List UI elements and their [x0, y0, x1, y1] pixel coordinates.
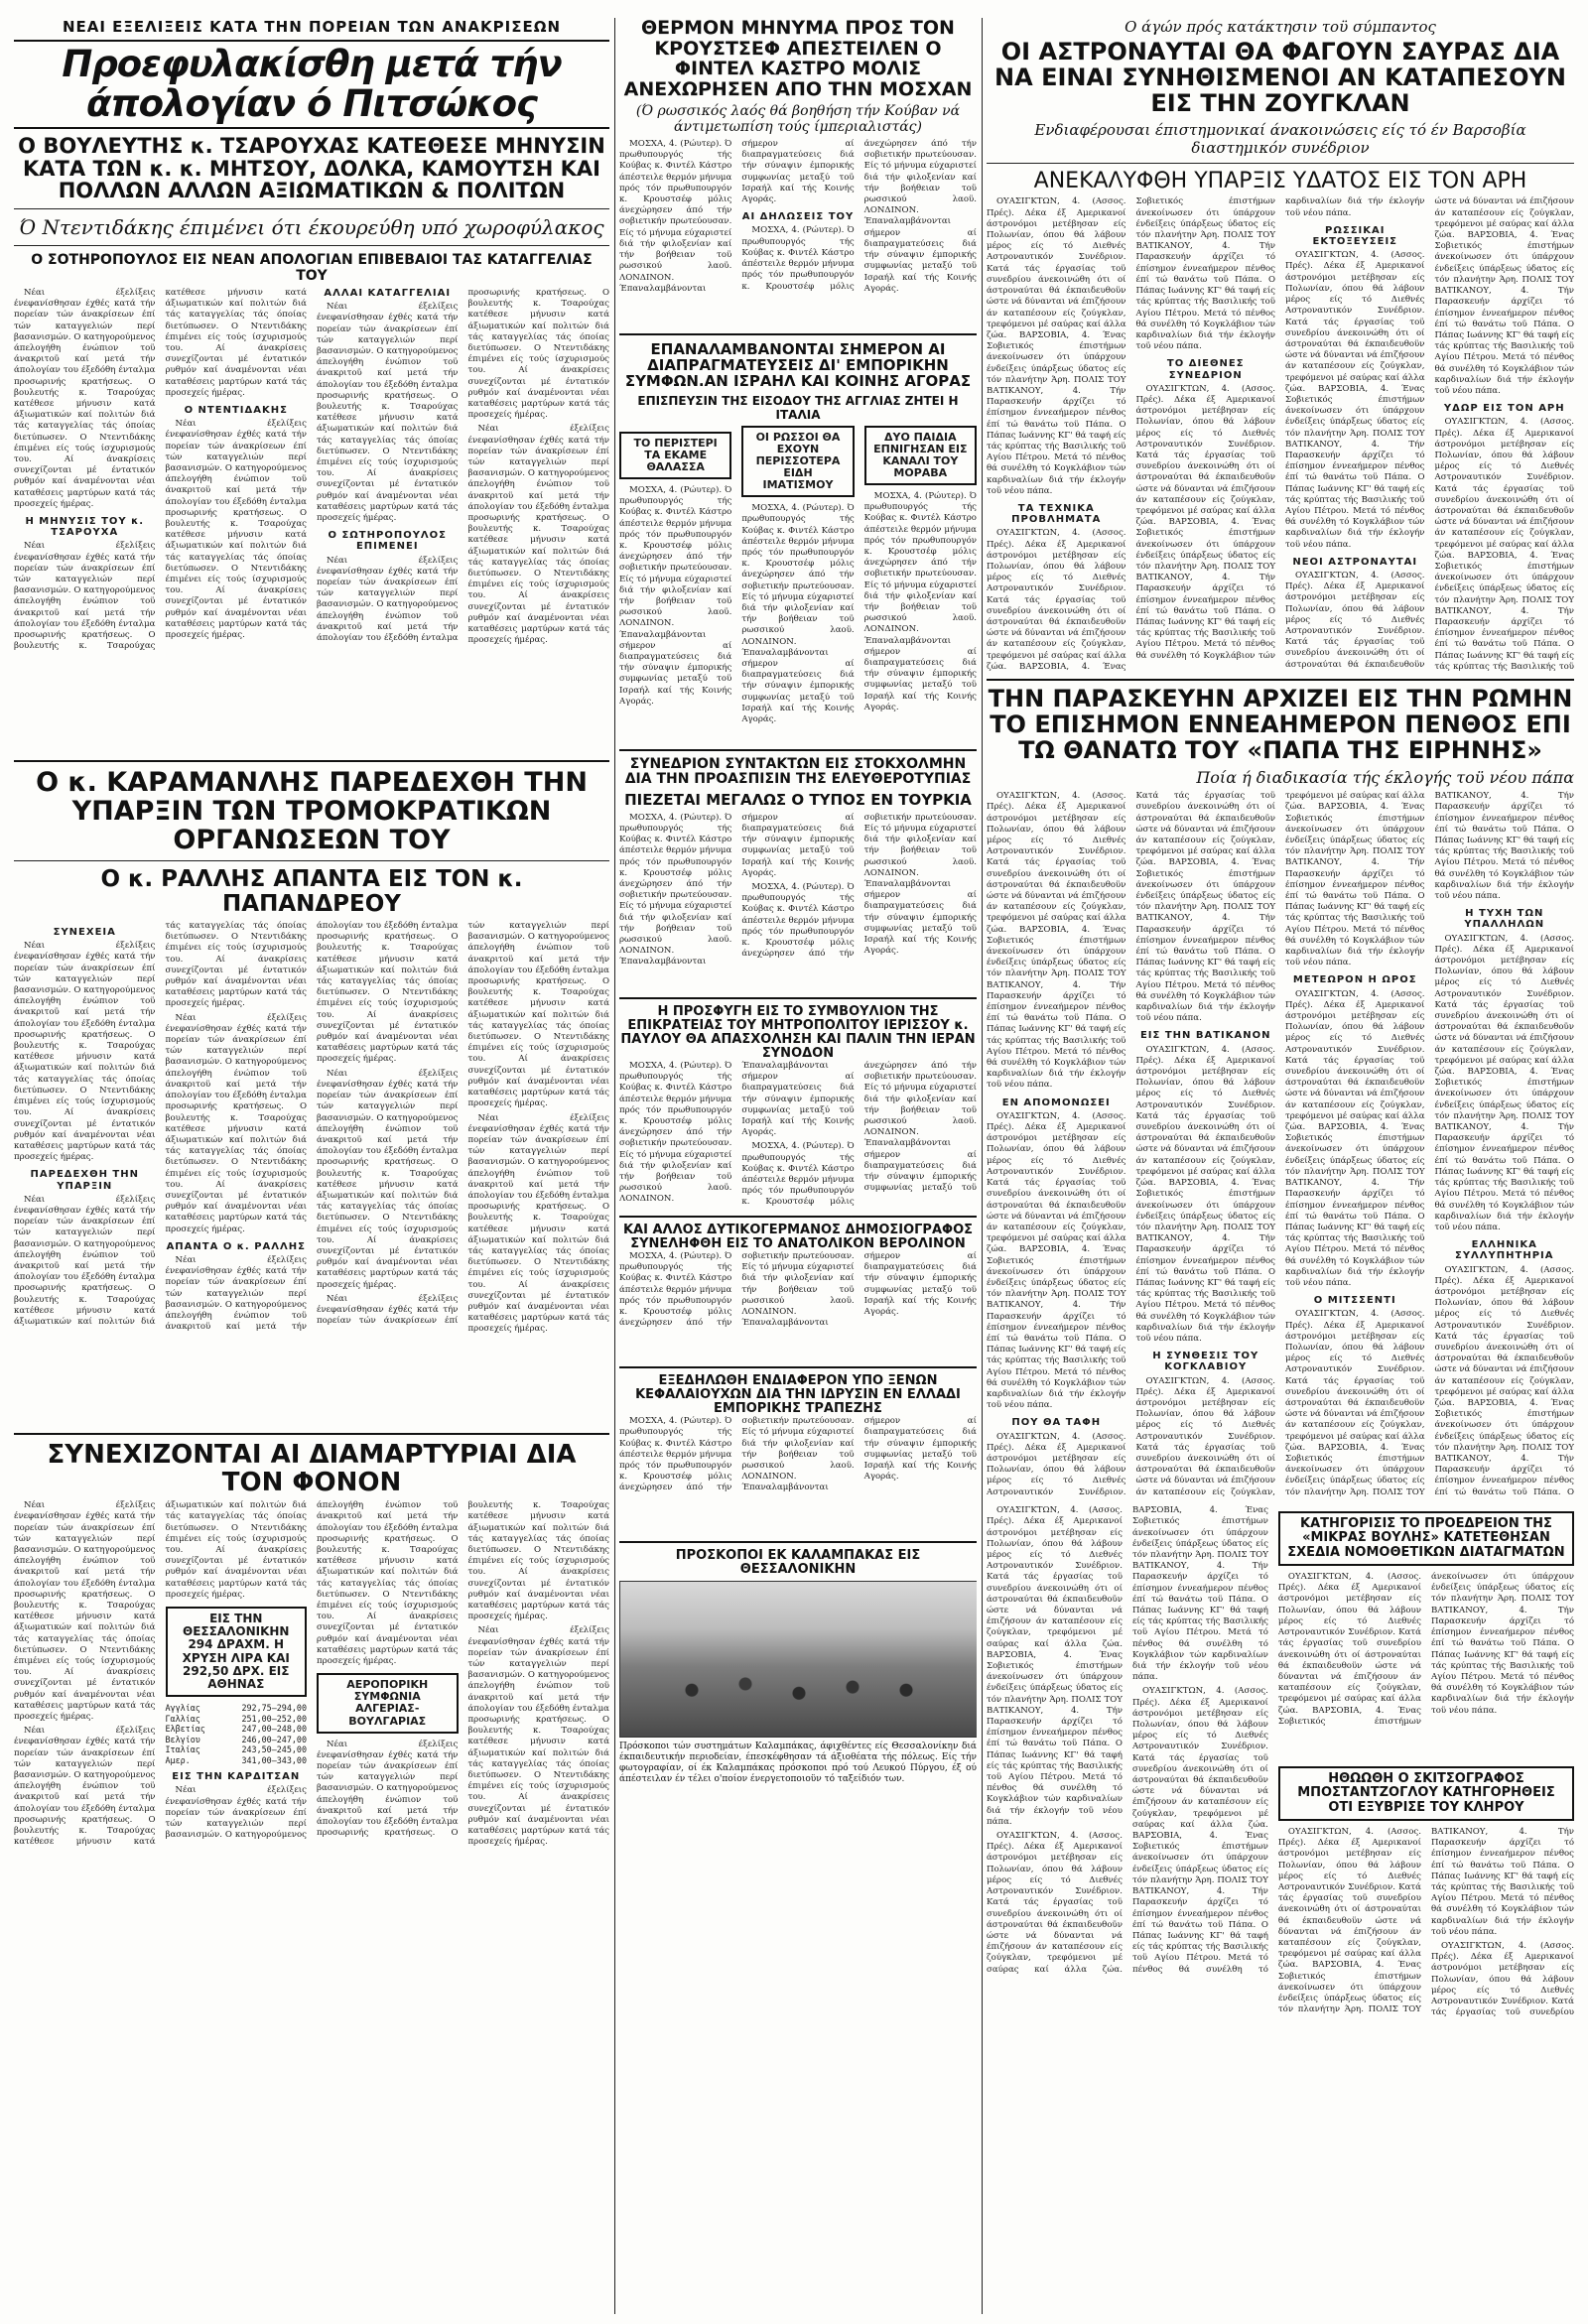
- article-body: [1278, 1827, 1574, 2025]
- paragraph: Νέαι έξελίξεις ένεφανίσθησαν έχθές κατά τήν πορείαν τών άνακρίσεων έπί τών καταγγελιών περί βασανισμών. Ο κατηγορούμενος άπελογήθη ένώπιον τοϋ άνακριτοϋ καί μετά τήν άπολογίαν του έξεδόθη ένταλμα προσωρινής κρατήσεως. Ο βουλευτής κ. Τσαρούχας κατέθεσε μήνυσιν κατά άξιωματικών καί πολιτών διά τάς καταγγελίας τάς όποίας διετύπωσεν. Ο Ντεντιδάκης έπιμένει είς τούς ίσχυρισμούς του. Αί άνακρίσεις συνεχίζονται μέ έντατικόν ρυθμόν καί άναμένονται νέαι καταθέσεις μαρτύρων κατά τάς προσεχείς ήμέρας.: [317, 1068, 459, 1290]
- paragraph: ΟΥΑΣΙΓΚΤΩΝ, 4. (Ασσος. Πρές). Δέκα έξ Αμερικανοί άστρονόμοι μετέβησαν είς Πολωνίαν, όπου θά λάβουν μέρος είς τό Διεθνές Αστροναυτικόν Συνέδριον. Κατά τάς έργασίας τοϋ συνεδρίου άνεκοινώθη ότι οί άστροναύται θά έκπαιδευθοϋν ώστε νά δύνανται νά έπιζήσουν άν καταπέσουν είς ζούγκλαν, τρεφόμενοι μέ σαύρας καί άλλα ζώα. ΒΑΡΣΟΒΙΑ, 4. Ένας Σοβιετικός έπιστήμων άνεκοίνωσεν ότι ύπάρχουν ένδείξεις ύπάρξεως ύδατος είς τόν πλανήτην Άρη. ΠΟΛΙΣ ΤΟΥ ΒΑΤΙΚΑΝΟΥ, 4. Τήν Παρασκευήν άρχίζει τό έπίσημον έννεαήμερον πένθος έπί τώ θανάτω τοϋ Πάπα. Ο Πάπας Ιωάννης ΚΓ' θά ταφή είς τάς κρύπτας τής Βασιλικής τοϋ Αγίου Πέτρου. Μετά τό πένθος θά συνέλθη τό Κογκλάβιον τών καρδιναλίων διά τήν έκλογήν τοϋ νέου πάπα.: [987, 196, 1126, 496]
- sub-headline: Ποία ή διαδικασία τής έκλογής τοϋ νέου πάπα: [1196, 768, 1574, 788]
- paragraph: ΟΥΑΣΙΓΚΤΩΝ, 4. (Ασσος. Πρές). Δέκα έξ Αμερικανοί άστρονόμοι μετέβησαν είς Πολωνίαν, όπου θά λάβουν μέρος είς τό Διεθνές Αστροναυτικόν Συνέδριον. Κατά τάς έργασίας τοϋ συνεδρίου άνεκοινώθη ότι οί άστροναύται θά έκπαιδευθοϋν ώστε νά δύνανται νά έπιζήσουν άν καταπέσουν είς ζούγκλαν, τρεφόμενοι μέ σαύρας καί άλλα ζώα. ΒΑΡΣΟΒΙΑ, 4. Ένας Σοβιετικός έπιστήμων άνεκοίνωσεν ότι ύπάρχουν ένδείξεις ύπάρξεως ύδατος είς τόν πλανήτην Άρη. ΠΟΛΙΣ ΤΟΥ ΒΑΤΙΚΑΝΟΥ, 4. Τήν Παρασκευήν άρχίζει τό έπίσημον έννεαήμερον πένθος έπί τώ θανάτω τοϋ Πάπα. Ο Πάπας Ιωάννης ΚΓ' θά ταφή είς τάς κρύπτας τής Βασιλικής τοϋ Αγίου Πέτρου. Μετά τό πένθος θά συνέλθη τό Κογκλάβιον τών καρδιναλίων διά τήν έκλογήν τοϋ νέου πάπα.: [1285, 250, 1425, 550]
- sub-headline: ΕΠΙΣΠΕΥΣΙΝ ΤΗΣ ΕΙΣΟΔΟΥ ΤΗΣ ΑΓΓΛΙΑΣ ΖΗΤΕΙ Η ΙΤΑΛΙΑ: [637, 393, 959, 422]
- section-heading: Ο ΣΩΤΗΡΟΠΟΥΛΟΣ ΕΠΙΜΕΝΕΙ: [328, 530, 448, 553]
- paragraph: ΟΥΑΣΙΓΚΤΩΝ, 4. (Ασσος. Πρές). Δέκα έξ Αμερικανοί άστρονόμοι μετέβησαν είς Πολωνίαν, όπου θά λάβουν μέρος είς τό Διεθνές Αστροναυτικόν Συνέδριον. Κατά τάς έργασίας τοϋ συνεδρίου άνεκοινώθη ότι οί άστροναύται θά έκπαιδευθοϋν ώστε νά δύνανται νά έπιζήσουν άν καταπέσουν είς ζούγκλαν, τρεφόμενοι μέ σαύρας καί άλλα ζώα. ΒΑΡΣΟΒΙΑ, 4. Ένας Σοβιετικός έπιστήμων άνεκοίνωσεν ότι ύπάρχουν ένδείξεις ύπάρξεως ύδατος είς τόν πλανήτην Άρη. ΠΟΛΙΣ ΤΟΥ ΒΑΤΙΚΑΝΟΥ, 4. Τήν Παρασκευήν άρχίζει τό έπίσημον έννεαήμερον πένθος έπί τώ θανάτω τοϋ Πάπα. Ο Πάπας Ιωάννης ΚΓ' θά ταφή είς τάς κρύπτας τής Βασιλικής τοϋ Αγίου Πέτρου. Μετά τό πένθος θά συνέλθη τό Κογκλάβιον τών καρδιναλίων διά τήν έκλογήν τοϋ νέου πάπα.: [987, 791, 1275, 1497]
- box-headline: ΤΟ ΠΕΡΙΣΤΕΡΙ ΤΑ ΕΚΑΜΕ ΘΑΛΑΣΣΑ: [633, 436, 718, 473]
- paragraph: ΟΥΑΣΙΓΚΤΩΝ, 4. (Ασσος. Πρές). Δέκα έξ Αμερικανοί άστρονόμοι μετέβησαν είς Πολωνίαν, όπου θά λάβουν μέρος είς τό Διεθνές Αστροναυτικόν Συνέδριον. Κατά τάς έργασίας τοϋ συνεδρίου: [1430, 1941, 1574, 2018]
- rate-row: Ιταλίας 243,50—245,00: [165, 1744, 307, 1755]
- section-heading: ΣΥΝΕΧΕΙΑ: [53, 927, 116, 939]
- headline: ΑΝΕΚΑΛΥΦΘΗ ΥΠΑΡΞΙΣ ΥΔΑΤΟΣ ΕΙΣ ΤΟΝ ΑΡΗ: [1033, 168, 1527, 194]
- headline: Η ΠΡΟΣΦΥΓΗ ΕΙΣ ΤΟ ΣΥΜΒΟΥΛΙΟΝ ΤΗΣ ΕΠΙΚΡΑΤΕΙΑΣ ΤΟΥ ΜΗΤΡΟΠΟΛΙΤΟΥ ΙΕΡΙΣΣΟΥ κ. ΠΑΥΛΟΥ ΘΑ ΑΠΑΣΧΟΛΗΣΗ ΚΑΙ ΠΑΛΙΝ ΤΗΝ ΙΕΡΑΝ ΣΥΝΟΔΟΝ: [620, 1003, 976, 1061]
- section-heading: ΝΕΟΙ ΑΣΤΡΟΝΑΥΤΑΙ: [1292, 556, 1418, 568]
- section-heading: ΠΟΥ ΘΑ ΤΑΦΗ: [1011, 1417, 1102, 1429]
- column-rule: [982, 18, 983, 2314]
- story-box: [741, 426, 854, 497]
- article-body: [14, 1500, 609, 1937]
- section-heading: Ο ΝΤΕΝΤΙΔΑΚΗΣ: [184, 404, 288, 416]
- paragraph: Νέαι έξελίξεις ένεφανίσθησαν έχθές κατά τήν πορείαν τών άνακρίσεων έπί τών καταγγελιών περί βασανισμών. Ο κατηγορούμενος άπελογήθη ένώπιον τοϋ άνακριτοϋ καί μετά τήν άπολογίαν του έξεδόθη ένταλμα προσωρινής κρατήσεως. Ο βουλευτής κ. Τσαρούχας κατέθεσε μήνυσιν κατά άξιωματικών καί πολιτών διά τάς καταγγελίας τάς όποίας διετύπωσεν. Ο Ντεντιδάκης έπιμένει είς τούς ίσχυρισμούς του. Αί άνακρίσεις συνεχίζονται μέ έντατικόν ρυθμόν καί άναμένονται νέαι καταθέσεις μαρτύρων κατά τάς προσεχείς ήμέρας.: [317, 1500, 609, 1839]
- paragraph: Νέαι έξελίξεις ένεφανίσθησαν έχθές κατά τήν πορείαν τών άνακρίσεων έπί τών καταγγελιών περί βασανισμών. Ο κατηγορούμενος άπελογήθη ένώπιον τοϋ άνακριτοϋ καί μετά τήν άπολογίαν του έξεδόθη ένταλμα προσωρινής κρατήσεως. Ο βουλευτής κ. Τσαρούχας κατέθεσε μήνυσιν κατά άξιωματικών καί πολιτών διά τάς καταγγελίας τάς όποίας διετύπωσεν. Ο Ντεντιδάκης έπιμένει είς τούς ίσχυρισμούς του. Αί άνακρίσεις συνεχίζονται μέ έντατικόν ρυθμόν καί άναμένονται νέαι καταθέσεις μαρτύρων κατά τάς προσεχείς ήμέρας.: [165, 419, 307, 641]
- paragraph: ΟΥΑΣΙΓΚΤΩΝ, 4. (Ασσος. Πρές). Δέκα έξ Αμερικανοί άστρονόμοι μετέβησαν είς Πολωνίαν, όπου θά λάβουν μέρος είς τό Διεθνές Αστροναυτικόν Συνέδριον. Κατά τάς έργασίας τοϋ συνεδρίου άνεκοινώθη ότι οί άστροναύται θά έκπαιδευθοϋν ώστε νά δύνανται νά έπιζήσουν άν καταπέσουν είς ζούγκλαν, τρεφόμενοι μέ σαύρας καί άλλα ζώα. ΒΑΡΣΟΒΙΑ, 4. Ένας Σοβιετικός έπιστήμων άνεκοίνωσεν ότι ύπάρχουν ένδείξεις ύπάρξεως ύδατος είς τόν πλανήτην Άρη. ΠΟΛΙΣ ΤΟΥ ΒΑΤΙΚΑΝΟΥ, 4. Τήν Παρασκευήν άρχίζει τό έπίσημον έννεαήμερον πένθος έπί τώ θανάτω τοϋ Πάπα. Ο Πάπας Ιωάννης ΚΓ' θά ταφή είς τάς κρύπτας τής Βασιλικής τοϋ Αγίου Πέτρου. Μετά τό πένθος θά συνέλθη τό Κογκλάβιον τών καρδιναλίων διά τήν έκλογήν τοϋ νέου πάπα.: [1285, 196, 1574, 670]
- column-right: [987, 18, 1574, 2314]
- paragraph: ΟΥΑΣΙΓΚΤΩΝ, 4. (Ασσος. Πρές). Δέκα έξ Αμερικανοί άστρονόμοι μετέβησαν είς Πολωνίαν, όπου θά λάβουν μέρος είς τό Διεθνές Αστροναυτικόν Συνέδριον. Κατά τάς έργασίας τοϋ συνεδρίου άνεκοινώθη ότι οί άστροναύται θά έκπαιδευθοϋν ώστε νά δύνανται νά έπιζήσουν άν καταπέσουν είς ζούγκλαν, τρεφόμενοι μέ σαύρας καί άλλα ζώα. ΒΑΡΣΟΒΙΑ, 4. Ένας Σοβιετικός έπιστήμων άνεκοίνωσεν ότι ύπάρχουν ένδείξεις ύπάρξεως ύδατος είς τόν πλανήτην Άρη. ΠΟΛΙΣ ΤΟΥ ΒΑΤΙΚΑΝΟΥ, 4. Τήν Παρασκευήν άρχίζει τό έπίσημον έννεαήμερον πένθος έπί τώ θανάτω τοϋ Πάπα. Ο Πάπας Ιωάννης ΚΓ' θά ταφή είς τάς κρύπτας τής Βασιλικής τοϋ Αγίου Πέτρου. Μετά τό πένθος θά συνέλθη τό: [1131, 1686, 1268, 1975]
- headline: ΣΥΝΕΧΙΖΟΝΤΑΙ ΑΙ ΔΙΑΜΑΡΤΥΡΙΑΙ ΔΙΑ ΤΟΝ ΦΟΝΟΝ: [47, 1440, 577, 1498]
- story-box: [619, 432, 731, 479]
- headline: Ο κ. ΡΑΛΛΗΣ ΑΠΑΝΤΑ ΕΙΣ ΤΟΝ κ. ΠΑΠΑΝΔΡΕΟΥ: [100, 866, 523, 918]
- headline: ΕΞΕΔΗΛΩΘΗ ΕΝΔΙΑΦΕΡΟΝ ΥΠΟ ΞΕΝΩΝ ΚΕΦΑΛΑΙΟΥΧΩΝ ΔΙΑ ΤΗΝ ΙΔΡΥΣΙΝ ΕΝ ΕΛΛΑΔΙ ΕΜΠΟΡΙΚΗΣ ΤΡΑΠΕΖΗΣ: [635, 1373, 961, 1417]
- paragraph: ΟΥΑΣΙΓΚΤΩΝ, 4. (Ασσος. Πρές). Δέκα έξ Αμερικανοί άστρονόμοι μετέβησαν είς Πολωνίαν, όπου θά λάβουν μέρος είς τό Διεθνές Αστροναυτικόν Συνέδριον. Κατά τάς έργασίας τοϋ συνεδρίου άνεκοινώθη ότι οί άστροναύται θά έκπαιδευθοϋν ώστε νά δύνανται νά έπιζήσουν άν καταπέσουν είς ζούγκλαν, τρεφόμενοι μέ σαύρας καί άλλα ζώα. ΒΑΡΣΟΒΙΑ, 4. Ένας Σοβιετικός έπιστήμων άνεκοίνωσεν ότι ύπάρχουν ένδείξεις ύπάρξεως ύδατος είς τόν πλανήτην Άρη. ΠΟΛΙΣ ΤΟΥ ΒΑΤΙΚΑΝΟΥ, 4. Τήν Παρασκευήν άρχίζει τό έπίσημον έννεαήμερον πένθος έπί τώ θανάτω τοϋ Πάπα. Ο Πάπας Ιωάννης ΚΓ' θά ταφή είς τάς κρύπτας τής Βασιλικής τοϋ Αγίου Πέτρου. Μετά τό πένθος θά συνέλθη τό Κογκλάβιον τών καρδιναλίων διά τήν έκλογήν τοϋ νέου πάπα.: [987, 1505, 1123, 1827]
- paragraph: ΟΥΑΣΙΓΚΤΩΝ, 4. (Ασσος. Πρές). Δέκα έξ Αμερικανοί άστρονόμοι μετέβησαν είς Πολωνίαν, όπου θά λάβουν μέρος είς τό Διεθνές Αστροναυτικόν Συνέδριον. Κατά τάς έργασίας τοϋ συνεδρίου άνεκοινώθη ότι οί άστροναύται θά έκπαιδευθοϋν ώστε νά δύνανται νά έπιζήσουν άν καταπέσουν είς ζούγκλαν, τρεφόμενοι μέ σαύρας καί άλλα ζώα. ΒΑΡΣΟΒΙΑ, 4. Ένας Σοβιετικός έπιστήμων άνεκοίνωσεν ότι ύπάρχουν ένδείξεις ύπάρξεως ύδατος είς τόν πλανήτην Άρη. ΠΟΛΙΣ ΤΟΥ ΒΑΤΙΚΑΝΟΥ, 4. Τήν Παρασκευήν άρχίζει τό έπίσημον έννεαήμερον πένθος έπί τώ θανάτω τοϋ Πάπα. Ο Πάπας Ιωάννης ΚΓ' θά ταφή είς τάς κρύπτας τής Βασιλικής τοϋ Αγίου Πέτρου. Μετά τό πένθος θά συνέλθη τό Κογκλάβιον τών καρδιναλίων διά τήν έκλογήν τοϋ νέου πάπα.: [1434, 933, 1574, 1232]
- box-headline: ΔΥΟ ΠΑΙΔΙΑ ΕΠΝΙΓΗΣΑΝ ΕΙΣ ΚΑΝΑΛΙ ΤΟΥ ΜΟΡΑΒΑ: [873, 430, 968, 479]
- headline: ΕΠΑΝΑΛΑΜΒΑΝΟΝΤΑΙ ΣΗΜΕΡΟΝ ΑΙ ΔΙΑΠΡΑΓΜΑΤΕΥΣΕΙΣ ΔΙ' ΕΜΠΟΡΙΚΗΝ ΣΥΜΦΩΝ.ΑΝ ΙΣΡΑΗΛ ΚΑΙ ΚΟΙΝΗΣ ΑΓΟΡΑΣ: [624, 340, 972, 391]
- paragraph: ΟΥΑΣΙΓΚΤΩΝ, 4. (Ασσος. Πρές). Δέκα έξ Αμερικανοί άστρονόμοι μετέβησαν είς Πολωνίαν, όπου θά λάβουν μέρος είς τό Διεθνές Αστροναυτικόν Συνέδριον. Κατά τάς έργασίας τοϋ συνεδρίου άνεκοινώθη ότι οί άστροναύται θά έκπαιδευθοϋν ώστε νά δύνανται νά έπιζήσουν άν καταπέσουν είς ζούγκλαν, τρεφόμενοι μέ σαύρας καί άλλα ζώα. ΒΑΡΣΟΒΙΑ, 4. Ένας Σοβιετικός έπιστήμων άνεκοίνωσεν ότι ύπάρχουν ένδείξεις ύπάρξεως ύδατος είς τόν πλανήτην Άρη. ΠΟΛΙΣ ΤΟΥ ΒΑΤΙΚΑΝΟΥ, 4. Τήν Παρασκευήν άρχίζει τό έπίσημον έννεαήμερον πένθος έπί τώ θανάτω τοϋ Πάπα. Ο Πάπας Ιωάννης ΚΓ' θά ταφή είς τάς κρύπτας τής Βασιλικής τοϋ Αγίου Πέτρου. Μετά τό πένθος θά συνέλθη τό Κογκλάβιον τών καρδιναλίων διά τήν έκλογήν τοϋ νέου πάπα.: [987, 1505, 1268, 1975]
- headline: ΘΕΡΜΟΝ ΜΗΝΥΜΑ ΠΡΟΣ ΤΟΝ ΚΡΟΥΣΤΣΕΦ ΑΠΕΣΤΕΙΛΕΝ Ο ΦΙΝΤΕΛ ΚΑΣΤΡΟ ΜΟΛΙΣ ΑΝΕΧΩΡΗΣΕΝ ΑΠΟ ΤΗΝ ΜΟΣΧΑΝ: [623, 18, 973, 100]
- paragraph: ΜΟΣΧΑ, 4. (Ρώυτερ). Ό πρωθυπουργός τής Κούβας κ. Φιντέλ Κάστρο άπέστειλε θερμόν μήνυμα πρός τόν πρωθυπουργόν κ. Κρουστσέφ μόλις άνεχώρησεν άπό τήν σοβιετικήν πρωτεύουσαν. Είς τό μήνυμα εύχαριστεί διά τήν φιλοξενίαν καί τήν βοήθειαν τοϋ ρωσσικού λαοϋ. ΛΟΝΔΙΝΟΝ. Έπαναλαμβάνονται σήμερον αί διαπραγματεύσεις διά τήν σύναψιν έμπορικής συμφωνίας μεταξύ τοϋ Ισραήλ καί τής Κοινής Αγοράς.: [619, 812, 855, 968]
- column-middle: [619, 18, 977, 2314]
- section-heading: ΑΙ ΔΗΛΩΣΕΙΣ ΤΟΥ: [741, 211, 855, 223]
- paragraph: Νέαι έξελίξεις ένεφανίσθησαν έχθές κατά τήν πορείαν τών άνακρίσεων έπί τών καταγγελιών περί βασανισμών. Ο κατηγορούμενος άπελογήθη ένώπιον τοϋ άνακριτοϋ καί μετά τήν άπολογίαν του έξεδόθη ένταλμα προσωρινής κρατήσεως. Ο βουλευτής κ. Τσαρούχας κατέθεσε μήνυσιν κατά άξιωματικών καί πολιτών διά τάς καταγγελίας τάς όποίας διετύπωσεν. Ο Ντεντιδάκης έπιμένει είς τούς ίσχυρισμούς του. Αί άνακρίσεις συνεχίζονται μέ έντατικόν ρυθμόν καί άναμένονται νέαι καταθέσεις μαρτύρων κατά τάς προσεχείς ήμέρας.: [317, 921, 609, 1327]
- paragraph: Νέαι έξελίξεις ένεφανίσθησαν έχθές κατά τήν πορείαν τών άνακρίσεων έπί τών καταγγελιών περί βασανισμών. Ο κατηγορούμενος άπελογήθη ένώπιον τοϋ άνακριτοϋ καί μετά τήν άπολογίαν του έξεδόθη ένταλμα προσωρινής κρατήσεως. Ο βουλευτής κ. Τσαρούχας κατέθεσε μήνυσιν κατά άξιωματικών καί πολιτών διά τάς καταγγελίας τάς όποίας διετύπωσεν. Ο Ντεντιδάκης έπιμένει είς τούς ίσχυρισμούς του. Αί άνακρίσεις συνεχίζονται μέ έντατικόν ρυθμόν καί άναμένονται νέαι καταθέσεις μαρτύρων κατά τάς προσεχείς ήμέρας.: [165, 1012, 307, 1234]
- section-heading: Η ΜΗΝΥΣΙΣ ΤΟΥ κ. ΤΣΑΡΟΥΧΑ: [25, 515, 145, 539]
- section-heading: ΡΩΣΣΙΚΑΙ ΕΚΤΟΞΕΥΣΕΙΣ: [1312, 224, 1397, 248]
- paragraph: Νέαι έξελίξεις ένεφανίσθησαν έχθές κατά τήν πορείαν τών άνακρίσεων έπί τών καταγγελιών περί βασανισμών. Ο κατηγορούμενος άπελογήθη ένώπιον τοϋ άνακριτοϋ καί μετά τήν άπολογίαν του έξεδόθη ένταλμα προσωρινής κρατήσεως. Ο βουλευτής κ. Τσαρούχας κατέθεσε μήνυσιν κατά άξιωματικών καί πολιτών διά τάς καταγγελίας τάς όποίας διετύπωσεν. Ο Ντεντιδάκης έπιμένει είς τούς ίσχυρισμούς του. Αί άνακρίσεις συνεχίζονται μέ έντατικόν ρυθμόν καί άναμένονται νέαι καταθέσεις μαρτύρων κατά τάς προσεχείς ήμέρας.: [317, 302, 459, 523]
- paragraph: ΟΥΑΣΙΓΚΤΩΝ, 4. (Ασσος. Πρές). Δέκα έξ Αμερικανοί άστρονόμοι μετέβησαν είς Πολωνίαν, όπου θά λάβουν μέρος είς τό Διεθνές Αστροναυτικόν Συνέδριον. Κατά τάς έργασίας τοϋ συνεδρίου άνεκοινώθη ότι οί άστροναύται θά έκπαιδευθοϋν ώστε νά δύνανται νά έπιζήσουν άν καταπέσουν είς ζούγκλαν, τρεφόμενοι μέ σαύρας καί άλλα ζώα. ΒΑΡΣΟΒΙΑ, 4. Ένας Σοβιετικός έπιστήμων άνεκοίνωσεν ότι ύπάρχουν ένδείξεις ύπάρξεως ύδατος είς τόν πλανήτην Άρη. ΠΟΛΙΣ ΤΟΥ ΒΑΤΙΚΑΝΟΥ, 4. Τήν Παρασκευήν άρχίζει τό έπίσημον έννεαήμερον πένθος έπί τώ θανάτω τοϋ Πάπα. Ο Πάπας Ιωάννης ΚΓ' θά ταφή είς τάς κρύπτας τής Βασιλικής τοϋ Αγίου Πέτρου. Μετά τό πένθος θά συνέλθη τό Κογκλάβιον τών καρδιναλίων διά τήν έκλογήν τοϋ νέου πάπα.: [1285, 791, 1574, 1497]
- rate-row: Αγγλίας 292,75—294,00: [165, 1703, 307, 1714]
- section-heading: ΜΕΤΕΩΡΟΝ Η ΩΡΟΣ: [1292, 974, 1417, 986]
- paragraph: ΟΥΑΣΙΓΚΤΩΝ, 4. (Ασσος. Πρές). Δέκα έξ Αμερικανοί άστρονόμοι μετέβησαν είς Πολωνίαν, όπου θά λάβουν μέρος είς τό Διεθνές Αστροναυτικόν Συνέδριον. Κατά τάς έργασίας τοϋ συνεδρίου άνεκοινώθη ότι οί άστροναύται θά έκπαιδευθοϋν ώστε νά δύνανται νά έπιζήσουν άν καταπέσουν είς ζούγκλαν, τρεφόμενοι μέ σαύρας καί άλλα ζώα. ΒΑΡΣΟΒΙΑ, 4. Ένας Σοβιετικός έπιστήμων άνεκοίνωσεν ότι ύπάρχουν ένδείξεις ύπάρξεως ύδατος είς τόν πλανήτην Άρη. ΠΟΛΙΣ ΤΟΥ ΒΑΤΙΚΑΝΟΥ, 4. Τήν Παρασκευήν άρχίζει τό έπίσημον έννεαήμερον πένθος έπί τώ θανάτω τοϋ Πάπα. Ο Πάπας Ιωάννης ΚΓ' θά ταφή είς τάς κρύπτας τής Βασιλικής τοϋ Αγίου Πέτρου. Μετά τό πένθος θά συνέλθη τό Κογκλάβιον τών καρδιναλίων διά τήν έκλογήν τοϋ νέου πάπα.: [1135, 196, 1425, 661]
- paragraph: ΟΥΑΣΙΓΚΤΩΝ, 4. (Ασσος. Πρές). Δέκα έξ Αμερικανοί άστρονόμοι μετέβησαν είς Πολωνίαν, όπου θά λάβουν μέρος είς τό Διεθνές Αστροναυτικόν Συνέδριον. Κατά τάς έργασίας τοϋ συνεδρίου άνεκοινώθη ότι οί άστροναύται θά έκπαιδευθοϋν ώστε νά δύνανται νά έπιζήσουν άν καταπέσουν είς ζούγκλαν, τρεφόμενοι μέ σαύρας καί άλλα ζώα. ΒΑΡΣΟΒΙΑ, 4. Ένας Σοβιετικός έπιστήμων άνεκοίνωσεν ότι ύπάρχουν ένδείξεις ύπάρξεως ύδατος είς τόν πλανήτην Άρη. ΠΟΛΙΣ ΤΟΥ ΒΑΤΙΚΑΝΟΥ, 4. Τήν Παρασκευήν άρχίζει τό έπίσημον έννεαήμερον πένθος έπί τώ θανάτω τοϋ Πάπα. Ο Πάπας Ιωάννης ΚΓ' θά ταφή είς τάς κρύπτας τής Βασιλικής τοϋ Αγίου Πέτρου. Μετά τό πένθος θά συνέλθη τό Κογκλάβιον τών καρδιναλίων διά τήν έκλογήν τοϋ νέου πάπα.: [987, 1110, 1126, 1411]
- paragraph: ΜΟΣΧΑ, 4. (Ρώυτερ). Ό πρωθυπουργός τής Κούβας κ. Φιντέλ Κάστρο άπέστειλε θερμόν μήνυμα πρός τόν πρωθυπουργόν κ. Κρουστσέφ μόλις άνεχώρησεν άπό τήν σοβιετικήν πρωτεύουσαν. Είς τό μήνυμα εύχαριστεί διά τήν φιλοξενίαν καί τήν βοήθειαν τοϋ ρωσσικού λαοϋ. ΛΟΝΔΙΝΟΝ. Έπαναλαμβάνονται σήμερον αί διαπραγματεύσεις διά τήν σύναψιν έμπορικής συμφωνίας μεταξύ τοϋ Ισραήλ καί τής Κοινής Αγοράς.: [619, 484, 732, 707]
- headline-bar: Ο ΒΟΥΛΕΥΤΗΣ κ. ΤΣΑΡΟΥΧΑΣ ΚΑΤΕΘΕΣΕ ΜΗΝΥΣΙΝ ΚΑΤΑ ΤΩΝ κ. κ. ΜΗΤΣΟΥ, ΔΟΛΚΑ, ΚΑΜΟΥΤΣΗ ΚΑΙ ΠΟΛΛΩΝ ΑΛΛΩΝ ΑΞΙΩΜΑΤΙΚΩΝ & ΠΟΛΙΤΩΝ: [18, 133, 605, 203]
- section-heading: Η ΣΥΝΘΕΣΙΣ ΤΟΥ ΚΟΓΚΛΑΒΙΟΥ: [1152, 1351, 1259, 1373]
- article-body: [987, 1505, 1268, 1982]
- headline: Ο κ. ΚΑΡΑΜΑΝΛΗΣ ΠΑΡΕΔΕΧΘΗ ΤΗΝ ΥΠΑΡΞΙΝ ΤΩΝ ΤΡΟΜΟΚΡΑΤΙΚΩΝ ΟΡΓΑΝΩΣΕΩΝ ΤΟΥ: [36, 766, 588, 856]
- rate-row: Ελβετίας 247,00—248,00: [165, 1724, 307, 1735]
- box-headline: ΕΙΣ ΤΗΝ ΘΕΣΣΑΛΟΝΙΚΗΝ 294 ΔΡΑΧΜ. Η ΧΡΥΣΗ ΛΙΡΑ ΚΑΙ 292,50 ΔΡΧ. ΕΙΣ ΑΘΗΝΑΣ: [182, 1612, 290, 1691]
- article-body: [14, 288, 609, 754]
- sub-headline: Ενδιαφέρουσαι έπιστημονικαί άνακοινώσεις είς τό έν Βαρσοβία διαστημικόν συνέδριον: [1034, 120, 1526, 157]
- paragraph: ΜΟΣΧΑ, 4. (Ρώυτερ). Ό πρωθυπουργός τής Κούβας κ. Φιντέλ Κάστρο άπέστειλε θερμόν μήνυμα πρός τόν πρωθυπουργόν κ. Κρουστσέφ μόλις άνεχώρησεν άπό τήν σοβιετικήν πρωτεύουσαν. Είς τό μήνυμα εύχαριστεί διά τήν φιλοξενίαν καί τήν βοήθειαν τοϋ ρωσσικού λαοϋ. ΛΟΝΔΙΝΟΝ. Έπαναλαμβάνονται σήμερον αί διαπραγματεύσεις διά τήν σύναψιν έμπορικής συμφωνίας μεταξύ τοϋ Ισραήλ καί τής Κοινής Αγοράς.: [619, 1060, 855, 1205]
- headline: ΣΥΝΕΔΡΙΟΝ ΣΥΝΤΑΚΤΩΝ ΕΙΣ ΣΤΟΚΧΟΛΜΗΝ ΔΙΑ ΤΗΝ ΠΡΟΑΣΠΙΣΙΝ ΤΗΣ ΕΛΕΥΘΕΡΟΤΥΠΙΑΣ: [624, 755, 972, 787]
- story-box: [864, 426, 977, 485]
- story-box: [1278, 1511, 1574, 1566]
- paragraph: ΜΟΣΧΑ, 4. (Ρώυτερ). Ό πρωθυπουργός τής Κούβας κ. Φιντέλ Κάστρο άπέστειλε θερμόν μήνυμα πρός τόν πρωθυπουργόν κ. Κρουστσέφ μόλις άνεχώρησεν άπό τήν σοβιετικήν πρωτεύουσαν. Είς τό μήνυμα εύχαριστεί διά τήν φιλοξενίαν καί τήν βοήθειαν τοϋ ρωσσικού λαοϋ. ΛΟΝΔΙΝΟΝ. Έπαναλαμβάνονται σήμερον αί διαπραγματεύσεις διά τήν σύναψιν έμπορικής συμφωνίας μεταξύ τοϋ Ισραήλ καί τής Κοινής Αγοράς.: [619, 139, 855, 294]
- box-headline: ΚΑΤΗΓΟΡΙΣΙΣ ΤΟ ΠΡΟΕΔΡΕΙΟΝ ΤΗΣ «ΜΙΚΡΑΣ ΒΟΥΛΗΣ» ΚΑΤΕΤΕΘΗΣΑΝ ΣΧΕΔΙΑ ΝΟΜΟΘΕΤΙΚΩΝ ΔΙΑΤΑΓΜΑΤΩΝ: [1287, 1516, 1565, 1560]
- photo-title: ΠΡΟΣΚΟΠΟΙ ΕΚ ΚΑΛΑΜΠΑΚΑΣ ΕΙΣ ΘΕΣΣΑΛΟΝΙΚΗΝ: [675, 1548, 921, 1578]
- main-headline: Προεφυλακίσθη μετά τήν άπολογίαν ό Πιτσώκος: [14, 40, 609, 129]
- paragraph: Νέαι έξελίξεις ένεφανίσθησαν έχθές κατά τήν πορείαν τών άνακρίσεων έπί τών καταγγελιών περί βασανισμών. Ο κατηγορούμενος άπελογήθη ένώπιον τοϋ άνακριτοϋ καί μετά τήν άπολογίαν του έξεδόθη ένταλμα προσωρινής κρατήσεως. Ο βουλευτής κ. Τσαρούχας κατέθεσε μήνυσιν κατά άξιωματικών καί πολιτών διά τάς καταγγελίας τάς όποίας διετύπωσεν. Ο Ντεντιδάκης έπιμένει είς τούς ίσχυρισμούς του. Αί άνακρίσεις συνεχίζονται μέ έντατικόν ρυθμόν καί άναμένονται νέαι καταθέσεις μαρτύρων κατά τάς προσεχείς ήμέρας.: [14, 287, 156, 509]
- paragraph: Νέαι έξελίξεις ένεφανίσθησαν έχθές κατά τήν πορείαν τών άνακρίσεων έπί τών καταγγελιών περί βασανισμών. Ο κατηγορούμενος άπελογήθη ένώπιον τοϋ άνακριτοϋ καί μετά τήν άπολογίαν του έξεδόθη ένταλμα προσωρινής κρατήσεως. Ο βουλευτής κ. Τσαρούχας κατέθεσε μήνυσιν κατά άξιωματικών καί πολιτών διά τάς καταγγελίας τάς όποίας διετύπωσεν. Ο Ντεντιδάκης έπιμένει είς τούς ίσχυρισμούς του. Αί άνακρίσεις συνεχίζονται μέ έντατικόν ρυθμόν καί άναμένονται νέαι καταθέσεις μαρτύρων κατά τάς προσεχείς ήμέρας.: [165, 921, 459, 1333]
- side-stories: [1278, 1505, 1574, 2025]
- paragraph: ΟΥΑΣΙΓΚΤΩΝ, 4. (Ασσος. Πρές). Δέκα έξ Αμερικανοί άστρονόμοι μετέβησαν είς Πολωνίαν, όπου θά λάβουν μέρος είς τό Διεθνές Αστροναυτικόν Συνέδριον. Κατά τάς έργασίας τοϋ συνεδρίου άνεκοινώθη ότι οί άστροναύται θά έκπαιδευθοϋν ώστε νά δύνανται νά έπιζήσουν άν καταπέσουν είς ζούγκλαν, τρεφόμενοι μέ σαύρας καί άλλα ζώα. ΒΑΡΣΟΒΙΑ, 4. Ένας Σοβιετικός έπιστήμων άνεκοίνωσεν ότι ύπάρχουν ένδείξεις ύπάρξεως ύδατος είς τόν πλανήτην Άρη. ΠΟΛΙΣ ΤΟΥ ΒΑΤΙΚΑΝΟΥ, 4. Τήν Παρασκευήν άρχίζει τό έπίσημον έννεαήμερον πένθος έπί τώ θανάτω τοϋ Πάπα. Ο Πάπας Ιωάννης ΚΓ' θά ταφή είς τάς κρύπτας τής Βασιλικής τοϋ Αγίου Πέτρου. Μετά τό πένθος θά συνέλθη τό Κογκλάβιον τών καρδιναλίων διά τήν έκλογήν τοϋ νέου πάπα.: [987, 791, 1126, 1091]
- paragraph: ΟΥΑΣΙΓΚΤΩΝ, 4. (Ασσος. Πρές). Δέκα έξ Αμερικανοί άστρονόμοι μετέβησαν είς Πολωνίαν, όπου θά λάβουν μέρος είς τό Διεθνές Αστροναυτικόν Συνέδριον. Κατά τάς έργασίας τοϋ συνεδρίου άνεκοινώθη ότι οί άστροναύται θά έκπαιδευθοϋν ώστε νά δύνανται νά έπιζήσουν άν καταπέσουν είς ζούγκλαν, τρεφόμενοι μέ σαύρας καί άλλα ζώα. ΒΑΡΣΟΒΙΑ, 4. Ένας Σοβιετικός έπιστήμων άνεκοίνωσεν ότι ύπάρχουν ένδείξεις ύπάρξεως ύδατος είς τόν πλανήτην Άρη. ΠΟΛΙΣ ΤΟΥ ΒΑΤΙΚΑΝΟΥ, 4. Τήν Παρασκευήν άρχίζει τό έπίσημον έννεαήμερον πένθος έπί τώ θανάτω τοϋ Πάπα. Ο Πάπας Ιωάννης ΚΓ' θά ταφή είς τάς κρύπτας τής Βασιλικής τοϋ: [1434, 417, 1574, 672]
- section-heading: ΤΟ ΔΙΕΘΝΕΣ ΣΥΝΕΔΡΙΟΝ: [1166, 358, 1245, 381]
- paragraph: Νέαι έξελίξεις ένεφανίσθησαν έχθές κατά τήν πορείαν τών άνακρίσεων έπί τών καταγγελιών περί βασανισμών. Ο κατηγορούμενος άπελογήθη ένώπιον τοϋ άνακριτοϋ καί μετά τήν άπολογίαν του έξεδόθη ένταλμα προσωρινής κρατήσεως. Ο βουλευτής κ. Τσαρούχας κατέθεσε μήνυσιν κατά άξιωματικών καί πολιτών διά τάς καταγγελίας τάς όποίας διετύπωσεν. Ο Ντεντιδάκης έπιμένει είς τούς ίσχυρισμούς του. Αί άνακρίσεις συνεχίζονται μέ έντατικόν ρυθμόν καί άναμένονται νέαι καταθέσεις μαρτύρων κατά τάς προσεχείς ήμέρας.: [14, 1500, 156, 1723]
- scouts-photo: [619, 1581, 977, 1738]
- kicker: ΝΕΑΙ ΕΞΕΛΙΞΕΙΣ ΚΑΤΑ ΤΗΝ ΠΟΡΕΙΑΝ ΤΩΝ ΑΝΑΚΡΙΣΕΩΝ: [62, 18, 562, 36]
- section-heading: ΕΝ ΑΠΟΜΟΝΩΣΕΙ: [1001, 1097, 1111, 1108]
- article-body: [619, 1061, 977, 1210]
- sub-headline: (Ό ρωσσικός λαός θά βοηθήση τήν Κούβαν νά άντιμετωπίση τούς ίμπεριαλιστάς): [635, 103, 961, 136]
- paragraph: ΜΟΣΧΑ, 4. (Ρώυτερ). Ό πρωθυπουργός τής Κούβας κ. Φιντέλ Κάστρο άπέστειλε θερμόν μήνυμα πρός τόν πρωθυπουργόν κ. Κρουστσέφ μόλις άνεχώρησεν άπό τήν σοβιετικήν πρωτεύουσαν. Είς τό μήνυμα εύχαριστεί διά τήν φιλοξενίαν καί τήν βοήθειαν τοϋ ρωσσικού λαοϋ. ΛΟΝΔΙΝΟΝ. Έπαναλαμβάνονται σήμερον αί διαπραγματεύσεις διά τήν σύναψιν έμπορικής συμφωνίας μεταξύ τοϋ Ισραήλ καί τής Κοινής Αγοράς.: [863, 491, 977, 712]
- paragraph: ΟΥΑΣΙΓΚΤΩΝ, 4. (Ασσος. Πρές). Δέκα έξ Αμερικανοί άστρονόμοι μετέβησαν είς Πολωνίαν, όπου θά λάβουν μέρος είς τό Διεθνές Αστροναυτικόν Συνέδριον. Κατά τάς έργασίας τοϋ συνεδρίου άνεκοινώθη ότι οί άστροναύται θά έκπαιδευθοϋν ώστε νά δύνανται νά έπιζήσουν άν καταπέσουν είς ζούγκλαν, τρεφόμενοι μέ σαύρας καί άλλα ζώα. ΒΑΡΣΟΒΙΑ, 4. Ένας Σοβιετικός έπιστήμων άνεκοίνωσεν ότι ύπάρχουν ένδείξεις ύπάρξεως ύδατος είς τόν πλανήτην Άρη. ΠΟΛΙΣ ΤΟΥ ΒΑΤΙΚΑΝΟΥ, 4. Τήν Παρασκευήν άρχίζει τό έπίσημον έννεαήμερον πένθος έπί τώ θανάτω τοϋ Πάπα. Ο Πάπας Ιωάννης ΚΓ' θά ταφή είς τάς κρύπτας τής Βασιλικής τοϋ Αγίου Πέτρου. Μετά τό πένθος θά συνέλθη τό Κογκλάβιον τών καρδιναλίων διά τήν έκλογήν τοϋ νέου πάπα.: [1135, 791, 1425, 1497]
- headline: ΚΑΙ ΑΛΛΟΣ ΔΥΤΙΚΟΓΕΡΜΑΝΟΣ ΔΗΜΟΣΙΟΓΡΑΦΟΣ ΣΥΝΕΛΗΦΘΗ ΕΙΣ ΤΟ ΑΝΑΤΟΛΙΚΟΝ ΒΕΡΟΛΙΝΟΝ: [622, 1222, 974, 1251]
- paragraph: Νέαι έξελίξεις ένεφανίσθησαν έχθές κατά τήν πορείαν τών άνακρίσεων έπί τών καταγγελιών περί βασανισμών. Ο κατηγορούμενος άπελογήθη ένώπιον τοϋ άνακριτοϋ καί μετά τήν άπολογίαν του έξεδόθη ένταλμα προσωρινής κρατήσεως. Ο βουλευτής κ. Τσαρούχας κατέθεσε μήνυσιν κατά άξιωματικών καί πολιτών διά τάς καταγγελίας τάς όποίας διετύπωσεν. Ο Ντεντιδάκης έπιμένει είς τούς ίσχυρισμούς του. Αί άνακρίσεις συνεχίζονται μέ έντατικόν ρυθμόν καί άναμένονται νέαι καταθέσεις μαρτύρων κατά τάς προσεχείς ήμέρας.: [14, 287, 307, 652]
- photo-caption: Πρόσκοποι τών συστημάτων Καλαμπάκας, άφιχθέντες είς Θεσσαλονίκην διά έκπαιδευτικήν περιοδείαν, έπεσκέφθησαν τά άξιοθέατα τής πόλεως. Είς τήν φωτογραφίαν, οί έκ Καλαμπάκας πρόσκοποι πρό τού Λευκού Πύργου, έξ ού άπέστειλαν έν τέλει ο'ποίον ένεργετοποιοϋν τό ταξείδιόν των.: [619, 1742, 977, 1785]
- rate-row: Αμερ. 341,00—343,00: [165, 1754, 307, 1765]
- headline: ΟΙ ΑΣΤΡΟΝΑΥΤΑΙ ΘΑ ΦΑΓΟΥΝ ΣΑΥΡΑΣ ΔΙΑ ΝΑ ΕΙΝΑΙ ΣΥΝΗΘΙΣΜΕΝΟΙ ΑΝ ΚΑΤΑΠΕΣΟΥΝ ΕΙΣ ΤΗΝ ΖΟΥΓΚΛΑΝ: [994, 38, 1566, 117]
- paragraph: Νέαι έξελίξεις ένεφανίσθησαν έχθές κατά τήν πορείαν τών άνακρίσεων έπί τών καταγγελιών περί βασανισμών. Ο κατηγορούμενος άπελογήθη ένώπιον τοϋ άνακριτοϋ καί μετά τήν άπολογίαν του έξεδόθη ένταλμα προσωρινής κρατήσεως. Ο βουλευτής κ. Τσαρούχας κατέθεσε μήνυσιν κατά άξιωματικών καί πολιτών διά τάς καταγγελίας τάς όποίας διετύπωσεν. Ο Ντεντιδάκης έπιμένει είς τούς ίσχυρισμούς του. Αί άνακρίσεις συνεχίζονται μέ έντατικόν ρυθμόν καί άναμένονται νέαι καταθέσεις μαρτύρων κατά τάς προσεχείς ήμέρας.: [467, 1625, 609, 1848]
- headline: ΤΗΝ ΠΑΡΑΣΚΕΥΗΝ ΑΡΧΙΖΕΙ ΕΙΣ ΤΗΝ ΡΩΜΗΝ ΤΟ ΕΠΙΣΗΜΟΝ ΕΝΝΕΑΗΜΕΡΟΝ ΠΕΝΘΟΣ ΕΠΙ ΤΩ ΘΑΝΑΤΩ ΤΟΥ «ΠΑΠΑ ΤΗΣ ΕΙΡΗΝΗΣ»: [988, 685, 1573, 765]
- story-box: [1278, 1766, 1574, 1821]
- paragraph: ΟΥΑΣΙΓΚΤΩΝ, 4. (Ασσος. Πρές). Δέκα έξ Αμερικανοί άστρονόμοι μετέβησαν είς Πολωνίαν, όπου θά λάβουν μέρος είς τό Διεθνές Αστροναυτικόν Συνέδριον. Κατά τάς έργασίας τοϋ συνεδρίου άνεκοινώθη ότι οί άστροναύται θά έκπαιδευθοϋν ώστε νά δύνανται νά έπιζήσουν άν καταπέσουν είς ζούγκλαν, τρεφόμενοι μέ σαύρας καί άλλα ζώα. ΒΑΡΣΟΒΙΑ, 4. Ένας Σοβιετικός έπιστήμων άνεκοίνωσεν ότι ύπάρχουν ένδείξεις ύπάρξεως ύδατος είς τόν πλανήτην Άρη. ΠΟΛΙΣ ΤΟΥ ΒΑΤΙΚΑΝΟΥ, 4. Τήν Παρασκευήν άρχίζει τό έπίσημον έννεαήμερον πένθος έπί τώ θανάτω τοϋ Πάπα. Ο Πάπας Ιωάννης ΚΓ' θά ταφή είς τάς κρύπτας τής Βασιλικής τοϋ Αγίου Πέτρου. Μετά τό πένθος θά συνέλθη τό Κογκλάβιον τών καρδιναλίων διά τήν έκλογήν τοϋ νέου πάπα.: [1277, 1572, 1574, 1727]
- paragraph: ΟΥΑΣΙΓΚΤΩΝ, 4. (Ασσος. Πρές). Δέκα έξ Αμερικανοί άστρονόμοι μετέβησαν είς Πολωνίαν, όπου θά λάβουν μέρος είς τό Διεθνές Αστροναυτικόν Συνέδριον. Κατά τάς έργασίας τοϋ συνεδρίου άνεκοινώθη ότι οί άστροναύται θά έκπαιδευθοϋν ώστε νά δύνανται νά έπιζήσουν άν καταπέσουν είς ζούγκλαν, τρεφόμενοι μέ σαύρας καί άλλα ζώα. ΒΑΡΣΟΒΙΑ, 4. Ένας Σοβιετικός έπιστήμων άνεκοίνωσεν ότι ύπάρχουν ένδείξεις ύπάρξεως ύδατος είς τόν πλανήτην Άρη. ΠΟΛΙΣ ΤΟΥ ΒΑΤΙΚΑΝΟΥ, 4. Τήν Παρασκευήν άρχίζει τό έπίσημον έννεαήμερον πένθος έπί τώ θανάτω τοϋ Πάπα. Ο Πάπας Ιωάννης ΚΓ' θά ταφή είς τάς κρύπτας τής Βασιλικής τοϋ Αγίου Πέτρου. Μετά τό πένθος θά συνέλθη τό Κογκλάβιον τών καρδιναλίων διά τήν έκλογήν τοϋ νέου πάπα.: [1285, 988, 1425, 1288]
- paragraph: ΟΥΑΣΙΓΚΤΩΝ, 4. (Ασσος. Πρές). Δέκα έξ Αμερικανοί άστρονόμοι μετέβησαν είς Πολωνίαν, όπου θά λάβουν μέρος είς τό Διεθνές Αστροναυτικόν Συνέδριον. Κατά τάς έργασίας τοϋ συνεδρίου άνεκοινώθη ότι οί άστροναύται θά έκπαιδευθοϋν ώστε νά δύνανται νά έπιζήσουν άν καταπέσουν είς ζούγκλαν, τρεφόμενοι μέ σαύρας καί άλλα ζώα. ΒΑΡΣΟΒΙΑ, 4. Ένας Σοβιετικός έπιστήμων άνεκοίνωσεν ότι ύπάρχουν ένδείξεις ύπάρξεως ύδατος είς τόν πλανήτην Άρη. ΠΟΛΙΣ ΤΟΥ ΒΑΤΙΚΑΝΟΥ, 4. Τήν Παρασκευήν άρχίζει τό έπίσημον έννεαήμερον πένθος έπί τώ θανάτω τοϋ Πάπα. Ο Πάπας Ιωάννης ΚΓ' θά ταφή είς τάς κρύπτας τής Βασιλικής τοϋ Αγίου Πέτρου. Μετά τό πένθος θά συνέλθη τό Κογκλάβιον τών καρδιναλίων διά τήν έκλογήν τοϋ νέου πάπα.: [1135, 1044, 1275, 1344]
- paragraph: Νέαι έξελίξεις ένεφανίσθησαν έχθές κατά τήν πορείαν τών άνακρίσεων έπί τών καταγγελιών περί βασανισμών. Ο κατηγορούμενος άπελογήθη ένώπιον τοϋ άνακριτοϋ καί μετά τήν άπολογίαν του έξεδόθη ένταλμα προσωρινής κρατήσεως. Ο βουλευτής κ. Τσαρούχας κατέθεσε μήνυσιν κατά άξιωματικών καί πολιτών διά τάς καταγγελίας τάς όποίας διετύπωσεν. Ο Ντεντιδάκης έπιμένει είς τούς ίσχυρισμούς του. Αί άνακρίσεις συνεχίζονται μέ έντατικόν ρυθμόν καί άναμένονται νέαι καταθέσεις μαρτύρων κατά τάς προσεχείς ήμέρας.: [467, 424, 609, 646]
- article-body: [987, 196, 1574, 673]
- article-body: [1278, 1572, 1574, 1760]
- paragraph: ΟΥΑΣΙΓΚΤΩΝ, 4. (Ασσος. Πρές). Δέκα έξ Αμερικανοί άστρονόμοι μετέβησαν είς Πολωνίαν, όπου θά λάβουν μέρος είς τό Διεθνές Αστροναυτικόν Συνέδριον. Κατά τάς έργασίας τοϋ συνεδρίου άνεκοινώθη ότι οί άστροναύται θά έκπαιδευθοϋν ώστε νά δύνανται νά έπιζήσουν άν καταπέσουν είς ζούγκλαν, τρεφόμενοι μέ σαύρας καί άλλα ζώα. ΒΑΡΣΟΒΙΑ, 4. Ένας Σοβιετικός έπιστήμων άνεκοίνωσεν ότι ύπάρχουν ένδείξεις ύπάρξεως ύδατος είς τόν πλανήτην Άρη. ΠΟΛΙΣ ΤΟΥ ΒΑΤΙΚΑΝΟΥ, 4. Τήν Παρασκευήν άρχίζει τό έπίσημον έννεαήμερον πένθος έπί τώ θανάτω τοϋ Πάπα. Ο Πάπας Ιωάννης ΚΓ' θά ταφή είς τάς κρύπτας τής Βασιλικής τοϋ Αγίου Πέτρου. Μετά τό πένθος θά συνέλθη τό Κογκλάβιον τών καρδιναλίων διά τήν έκλογήν τοϋ νέου πάπα.: [987, 196, 1275, 672]
- section-heading: ΕΙΣ ΤΗΝ ΚΑΡΔΙΤΣΑΝ: [172, 1771, 301, 1783]
- article-body: [619, 426, 977, 743]
- article-body: [619, 139, 977, 327]
- section-heading: ΥΔΩΡ ΕΙΣ ΤΟΝ ΑΡΗ: [1443, 403, 1565, 415]
- box-headline: ΑΕΡΟΠΟΡΙΚΗ ΣΥΜΦΩΝΙΑ ΑΛΓΕΡΙΑΣ-ΒΟΥΛΓΑΡΙΑΣ: [346, 1678, 429, 1728]
- paragraph: Νέαι έξελίξεις ένεφανίσθησαν έχθές κατά τήν πορείαν τών άνακρίσεων έπί τών καταγγελιών περί βασανισμών. Ο κατηγορούμενος άπελογήθη ένώπιον τοϋ άνακριτοϋ καί μετά τήν άπολογίαν του έξεδόθη ένταλμα προσωρινής κρατήσεως. Ο βουλευτής κ. Τσαρούχας κατέθεσε μήνυσιν κατά άξιωματικών καί πολιτών διά τάς καταγγελίας τάς όποίας διετύπωσεν. Ο Ντεντιδάκης έπιμένει είς τούς ίσχυρισμούς του. Αί άνακρίσεις συνεχίζονται μέ έντατικόν ρυθμόν καί άναμένονται νέαι καταθέσεις μαρτύρων κατά τάς προσεχείς ήμέρας.: [467, 1112, 609, 1335]
- sub-headline: Ό Ντεντιδάκης έπιμένει ότι έκουρεύθη υπό χωροφύλακος: [19, 214, 604, 239]
- agreement-box: [317, 1673, 459, 1733]
- article-body: [619, 1416, 977, 1535]
- paragraph: Νέαι έξελίξεις ένεφανίσθησαν έχθές κατά τήν πορείαν τών άνακρίσεων έπί τών καταγγελιών περί βασανισμών. Ο κατηγορούμενος άπελογήθη ένώπιον τοϋ άνακριτοϋ καί μετά τήν άπολογίαν του έξεδόθη ένταλμα προσωρινής κρατήσεως. Ο βουλευτής κ. Τσαρούχας κατέθεσε μήνυσιν κατά άξιωματικών καί πολιτών διά τάς καταγγελίας τάς όποίας διετύπωσεν. Ο Ντεντιδάκης έπιμένει είς τούς ίσχυρισμούς του. Αί άνακρίσεις συνεχίζονται μέ έντατικόν ρυθμόν καί άναμένονται νέαι καταθέσεις μαρτύρων κατά τάς προσεχείς ήμέρας.: [165, 1500, 459, 1841]
- rate-row: Βελγίου 246,00—247,00: [165, 1734, 307, 1744]
- paragraph: ΜΟΣΧΑ, 4. (Ρώυτερ). Ό πρωθυπουργός τής Κούβας κ. Φιντέλ Κάστρο άπέστειλε θερμόν μήνυμα πρός τόν πρωθυπουργόν κ. Κρουστσέφ μόλις άνεχώρησεν άπό τήν σοβιετικήν πρωτεύουσαν. Είς τό μήνυμα εύχαριστεί διά τήν φιλοξενίαν καί τήν βοήθειαν τοϋ ρωσσικού λαοϋ. ΛΟΝΔΙΝΟΝ. Έπαναλαμβάνονται σήμερον αί διαπραγματεύσεις διά τήν σύναψιν έμπορικής συμφωνίας μεταξύ τοϋ Ισραήλ καί τής Κοινής Αγοράς.: [741, 812, 977, 960]
- column-rule: [614, 18, 615, 2314]
- paragraph: Νέαι έξελίξεις ένεφανίσθησαν έχθές κατά τήν πορείαν τών άνακρίσεων έπί τών καταγγελιών περί βασανισμών. Ο κατηγορούμενος άπελογήθη ένώπιον τοϋ άνακριτοϋ καί μετά τήν άπολογίαν του έξεδόθη ένταλμα προσωρινής κρατήσεως. Ο βουλευτής κ. Τσαρούχας κατέθεσε μήνυσιν κατά άξιωματικών καί πολιτών διά τάς καταγγελίας τάς όποίας διετύπωσεν. Ο Ντεντιδάκης έπιμένει είς τούς ίσχυρισμούς του. Αί άνακρίσεις συνεχίζονται μέ έντατικόν ρυθμόν καί άναμένονται νέαι καταθέσεις μαρτύρων κατά τάς προσεχείς ήμέρας.: [317, 287, 609, 644]
- kicker: Ο άγών πρός κατάκτησιν τοϋ σύμπαντος: [1125, 18, 1436, 36]
- article-body: [14, 921, 609, 1427]
- paragraph: ΟΥΑΣΙΓΚΤΩΝ, 4. (Ασσος. Πρές). Δέκα έξ Αμερικανοί άστρονόμοι μετέβησαν είς Πολωνίαν, όπου θά λάβουν μέρος είς τό Διεθνές Αστροναυτικόν Συνέδριον. Κατά τάς έργασίας τοϋ συνεδρίου άνεκοινώθη ότι οί άστροναύται θά έκπαιδευθοϋν ώστε νά δύνανται νά έπιζήσουν άν καταπέσουν είς ζούγκλαν, τρεφόμενοι μέ σαύρας καί άλλα ζώα. ΒΑΡΣΟΒΙΑ, 4. Ένας Σοβιετικός έπιστήμων άνεκοίνωσεν ότι ύπάρχουν ένδείξεις ύπάρξεως ύδατος είς τόν πλανήτην Άρη. ΠΟΛΙΣ ΤΟΥ ΒΑΤΙΚΑΝΟΥ, 4. Τήν Παρασκευήν άρχίζει τό έπίσημον έννεαήμερον πένθος έπί τώ θανάτω τοϋ Πάπα. Ο: [1434, 1264, 1574, 1497]
- paragraph: Νέαι έξελίξεις ένεφανίσθησαν έχθές κατά τήν πορείαν τών άνακρίσεων έπί τών καταγγελιών περί βασανισμών. Ο κατηγορούμενος άπελογήθη ένώπιον τοϋ άνακριτοϋ καί μετά τήν άπολογίαν του έξεδόθη ένταλμα προσωρινής κρατήσεως. Ο βουλευτής κ. Τσαρούχας κατέθεσε μήνυσιν κατά άξιωματικών καί πολιτών διά τάς καταγγελίας τάς όποίας διετύπωσεν. Ο Ντεντιδάκης έπιμένει είς τούς ίσχυρισμούς του. Αί άνακρίσεις συνεχίζονται μέ έντατικόν ρυθμόν καί άναμένονται νέαι καταθέσεις μαρτύρων κατά τάς προσεχείς ήμέρας.: [14, 1500, 307, 1848]
- section-heading: Ο ΜΙΤΣΣΕΝΤΙ: [1313, 1295, 1396, 1307]
- box-headline: ΗΘΩΩΘΗ Ο ΣΚΙΤΣΟΓΡΑΦΟΣ ΜΠΟΣΤΑΝΤΖΟΓΛΟΥ ΚΑΤΗΓΟΡΗΘΕΙΣ ΟΤΙ ΕΞΥΒΡΙΣΕ ΤΟΥ ΚΛΗΡΟΥ: [1297, 1771, 1555, 1815]
- exchange-rates: [166, 1703, 308, 1765]
- paragraph: ΜΟΣΧΑ, 4. (Ρώυτερ). Ό πρωθυπουργός τής Κούβας κ. Φιντέλ Κάστρο άπέστειλε θερμόν μήνυμα πρός τόν πρωθυπουργόν κ. Κρουστσέφ μόλις άνεχώρησεν άπό τήν σοβιετικήν πρωτεύουσαν. Είς τό μήνυμα εύχαριστεί διά τήν φιλοξενίαν καί τήν βοήθειαν τοϋ ρωσσικού λαοϋ. ΛΟΝΔΙΝΟΝ. Έπαναλαμβάνονται σήμερον αί διαπραγματεύσεις διά τήν σύναψιν έμπορικής συμφωνίας μεταξύ τοϋ Ισραήλ καί τής Κοινής Αγοράς.: [741, 139, 977, 294]
- box-headline: ΟΙ ΡΩΣΣΟΙ ΘΑ ΕΧΟΥΝ ΠΕΡΙΣΣΟΤΕΡΑ ΕΙΔΗ ΙΜΑΤΙΣΜΟΥ: [755, 430, 841, 491]
- section-heading: Η ΤΥΧΗ ΤΩΝ ΥΠΑΛΛΗΛΩΝ: [1464, 908, 1545, 931]
- section-heading: ΑΛΛΑΙ ΚΑΤΑΓΓΕΛΙΑΙ: [324, 287, 452, 299]
- gold-price-box: [166, 1607, 308, 1697]
- sub-headline-small: Ο ΣΟΤΗΡΟΠΟΥΛΟΣ ΕΙΣ ΝΕΑΝ ΑΠΟΛΟΓΙΑΝ ΕΠΙΒΕΒΑΙΟΙ ΤΑΣ ΚΑΤΑΓΓΕΛΙΑΣ ΤΟΥ: [31, 251, 593, 284]
- section-heading: ΤΑ ΤΕΧΝΙΚΑ ΠΡΟΒΛΗΜΑΤΑ: [1011, 502, 1102, 526]
- column-left: [14, 18, 609, 2314]
- paragraph: Νέαι έξελίξεις ένεφανίσθησαν έχθές κατά τήν πορείαν τών άνακρίσεων έπί τών καταγγελιών περί βασανισμών. Ο κατηγορούμενος άπελογήθη ένώπιον τοϋ άνακριτοϋ καί μετά τήν άπολογίαν του έξεδόθη ένταλμα προσωρινής κρατήσεως. Ο βουλευτής κ. Τσαρούχας κατέθεσε μήνυσιν κατά άξιωματικών καί πολιτών διά τάς καταγγελίας τάς όποίας διετύπωσεν. Ο Ντεντιδάκης έπιμένει είς τούς ίσχυρισμούς του. Αί άνακρίσεις συνεχίζονται μέ έντατικόν ρυθμόν καί άναμένονται νέαι καταθέσεις μαρτύρων κατά τάς προσεχείς ήμέρας.: [14, 941, 156, 1163]
- section-heading: ΕΙΣ ΤΗΝ ΒΑΤΙΚΑΝΟΝ: [1139, 1030, 1271, 1042]
- paragraph: ΜΟΣΧΑ, 4. (Ρώυτερ). Ό πρωθυπουργός τής Κούβας κ. Φιντέλ Κάστρο άπέστειλε θερμόν μήνυμα πρός τόν πρωθυπουργόν κ. Κρουστσέφ μόλις άνεχώρησεν άπό τήν σοβιετικήν πρωτεύουσαν. Είς τό μήνυμα εύχαριστεί διά τήν φιλοξενίαν καί τήν βοήθειαν τοϋ ρωσσικού λαοϋ. ΛΟΝΔΙΝΟΝ. Έπαναλαμβάνονται σήμερον αί διαπραγματεύσεις διά τήν σύναψιν έμπορικής συμφωνίας μεταξύ τοϋ: [741, 1060, 977, 1208]
- article-body: [987, 791, 1574, 1505]
- paragraph: ΜΟΣΧΑ, 4. (Ρώυτερ). Ό πρωθυπουργός τής Κούβας κ. Φιντέλ Κάστρο άπέστειλε θερμόν μήνυμα πρός τόν πρωθυπουργόν κ. Κρουστσέφ μόλις άνεχώρησεν άπό τήν σοβιετικήν πρωτεύουσαν. Είς τό μήνυμα εύχαριστεί διά τήν φιλοξενίαν καί τήν βοήθειαν τοϋ ρωσσικού λαοϋ. ΛΟΝΔΙΝΟΝ. Έπαναλαμβάνονται σήμερον αί διαπραγματεύσεις διά τήν σύναψιν έμπορικής συμφωνίας μεταξύ τοϋ Ισραήλ καί τής Κοινής Αγοράς.: [741, 503, 855, 724]
- rate-row: Γαλλίας 251,00—252,00: [165, 1713, 307, 1724]
- article-body: [619, 1251, 977, 1360]
- section-heading: ΑΠΑΝΤΑ Ο κ. ΡΑΛΛΗΣ: [166, 1240, 306, 1252]
- paragraph: ΜΟΣΧΑ, 4. (Ρώυτερ). Ό πρωθυπουργός τής Κούβας κ. Φιντέλ Κάστρο άπέστειλε θερμόν μήνυμα πρός τόν πρωθυπουργόν κ. Κρουστσέφ μόλις άνεχώρησεν άπό τήν σοβιετικήν πρωτεύουσαν. Είς τό μήνυμα εύχαριστεί διά τήν φιλοξενίαν καί τήν βοήθειαν τοϋ ρωσσικού λαοϋ. ΛΟΝΔΙΝΟΝ. Έπαναλαμβάνονται σήμερον αί διαπραγματεύσεις διά τήν σύναψιν έμπορικής συμφωνίας μεταξύ τοϋ Ισραήλ καί τής Κοινής Αγοράς.: [619, 1416, 977, 1493]
- paragraph: Νέαι έξελίξεις ένεφανίσθησαν έχθές κατά τήν πορείαν τών άνακρίσεων έπί τών καταγγελιών περί βασανισμών. Ο κατηγορούμενος άπελογήθη ένώπιον τοϋ άνακριτοϋ καί μετά τήν άπολογίαν του έξεδόθη ένταλμα προσωρινής κρατήσεως. Ο βουλευτής κ. Τσαρούχας κατέθεσε μήνυσιν κατά άξιωματικών καί πολιτών διά τάς καταγγελίας τάς όποίας διετύπωσεν. Ο Ντεντιδάκης έπιμένει είς τούς ίσχυρισμούς του. Αί άνακρίσεις συνεχίζονται μέ έντατικόν ρυθμόν καί άναμένονται νέαι καταθέσεις μαρτύρων κατά τάς προσεχείς ήμέρας.: [14, 921, 307, 1327]
- section-heading: ΠΑΡΕΔΕΧΘΗ ΤΗΝ ΥΠΑΡΞΙΝ: [30, 1169, 139, 1192]
- article-body: [619, 813, 977, 991]
- paragraph: ΜΟΣΧΑ, 4. (Ρώυτερ). Ό πρωθυπουργός τής Κούβας κ. Φιντέλ Κάστρο άπέστειλε θερμόν μήνυμα πρός τόν πρωθυπουργόν κ. Κρουστσέφ μόλις άνεχώρησεν άπό τήν σοβιετικήν πρωτεύουσαν. Είς τό μήνυμα εύχαριστεί διά τήν φιλοξενίαν καί τήν βοήθειαν τοϋ ρωσσικού λαοϋ. ΛΟΝΔΙΝΟΝ. Έπαναλαμβάνονται σήμερον αί διαπραγματεύσεις διά τήν σύναψιν έμπορικής συμφωνίας μεταξύ τοϋ Ισραήλ καί τής Κοινής Αγοράς.: [619, 1251, 977, 1329]
- section-heading: ΕΛΛΗΝΙΚΑ ΣΥΛΛΥΠΗΤΗΡΙΑ: [1454, 1239, 1554, 1262]
- paragraph: ΟΥΑΣΙΓΚΤΩΝ, 4. (Ασσος. Πρές). Δέκα έξ Αμερικανοί άστρονόμοι μετέβησαν είς Πολωνίαν, όπου θά λάβουν μέρος είς τό Διεθνές Αστροναυτικόν Συνέδριον. Κατά τάς έργασίας τοϋ συνεδρίου άνεκοινώθη ότι οί άστροναύται θά έκπαιδευθοϋν ώστε νά δύνανται νά έπιζήσουν άν καταπέσουν είς ζούγκλαν, τρεφόμενοι μέ σαύρας καί άλλα ζώα. ΒΑΡΣΟΒΙΑ, 4. Ένας Σοβιετικός έπιστήμων άνεκοίνωσεν ότι ύπάρχουν ένδείξεις ύπάρξεως ύδατος είς τόν πλανήτην Άρη. ΠΟΛΙΣ ΤΟΥ ΒΑΤΙΚΑΝΟΥ, 4. Τήν Παρασκευήν άρχίζει τό έπίσημον έννεαήμερον πένθος έπί τώ θανάτω τοϋ Πάπα. Ο Πάπας Ιωάννης ΚΓ' θά ταφή είς τάς κρύπτας τής Βασιλικής τοϋ Αγίου Πέτρου. Μετά τό πένθος θά συνέλθη τό Κογκλάβιον τών καρδιναλίων διά τήν έκλογήν τοϋ νέου πάπα.: [1277, 1826, 1574, 2015]
- sub-headline: ΠΙΕΖΕΤΑΙ ΜΕΓΑΛΩΣ Ο ΤΥΠΟΣ ΕΝ ΤΟΥΡΚΙΑ: [624, 790, 972, 809]
